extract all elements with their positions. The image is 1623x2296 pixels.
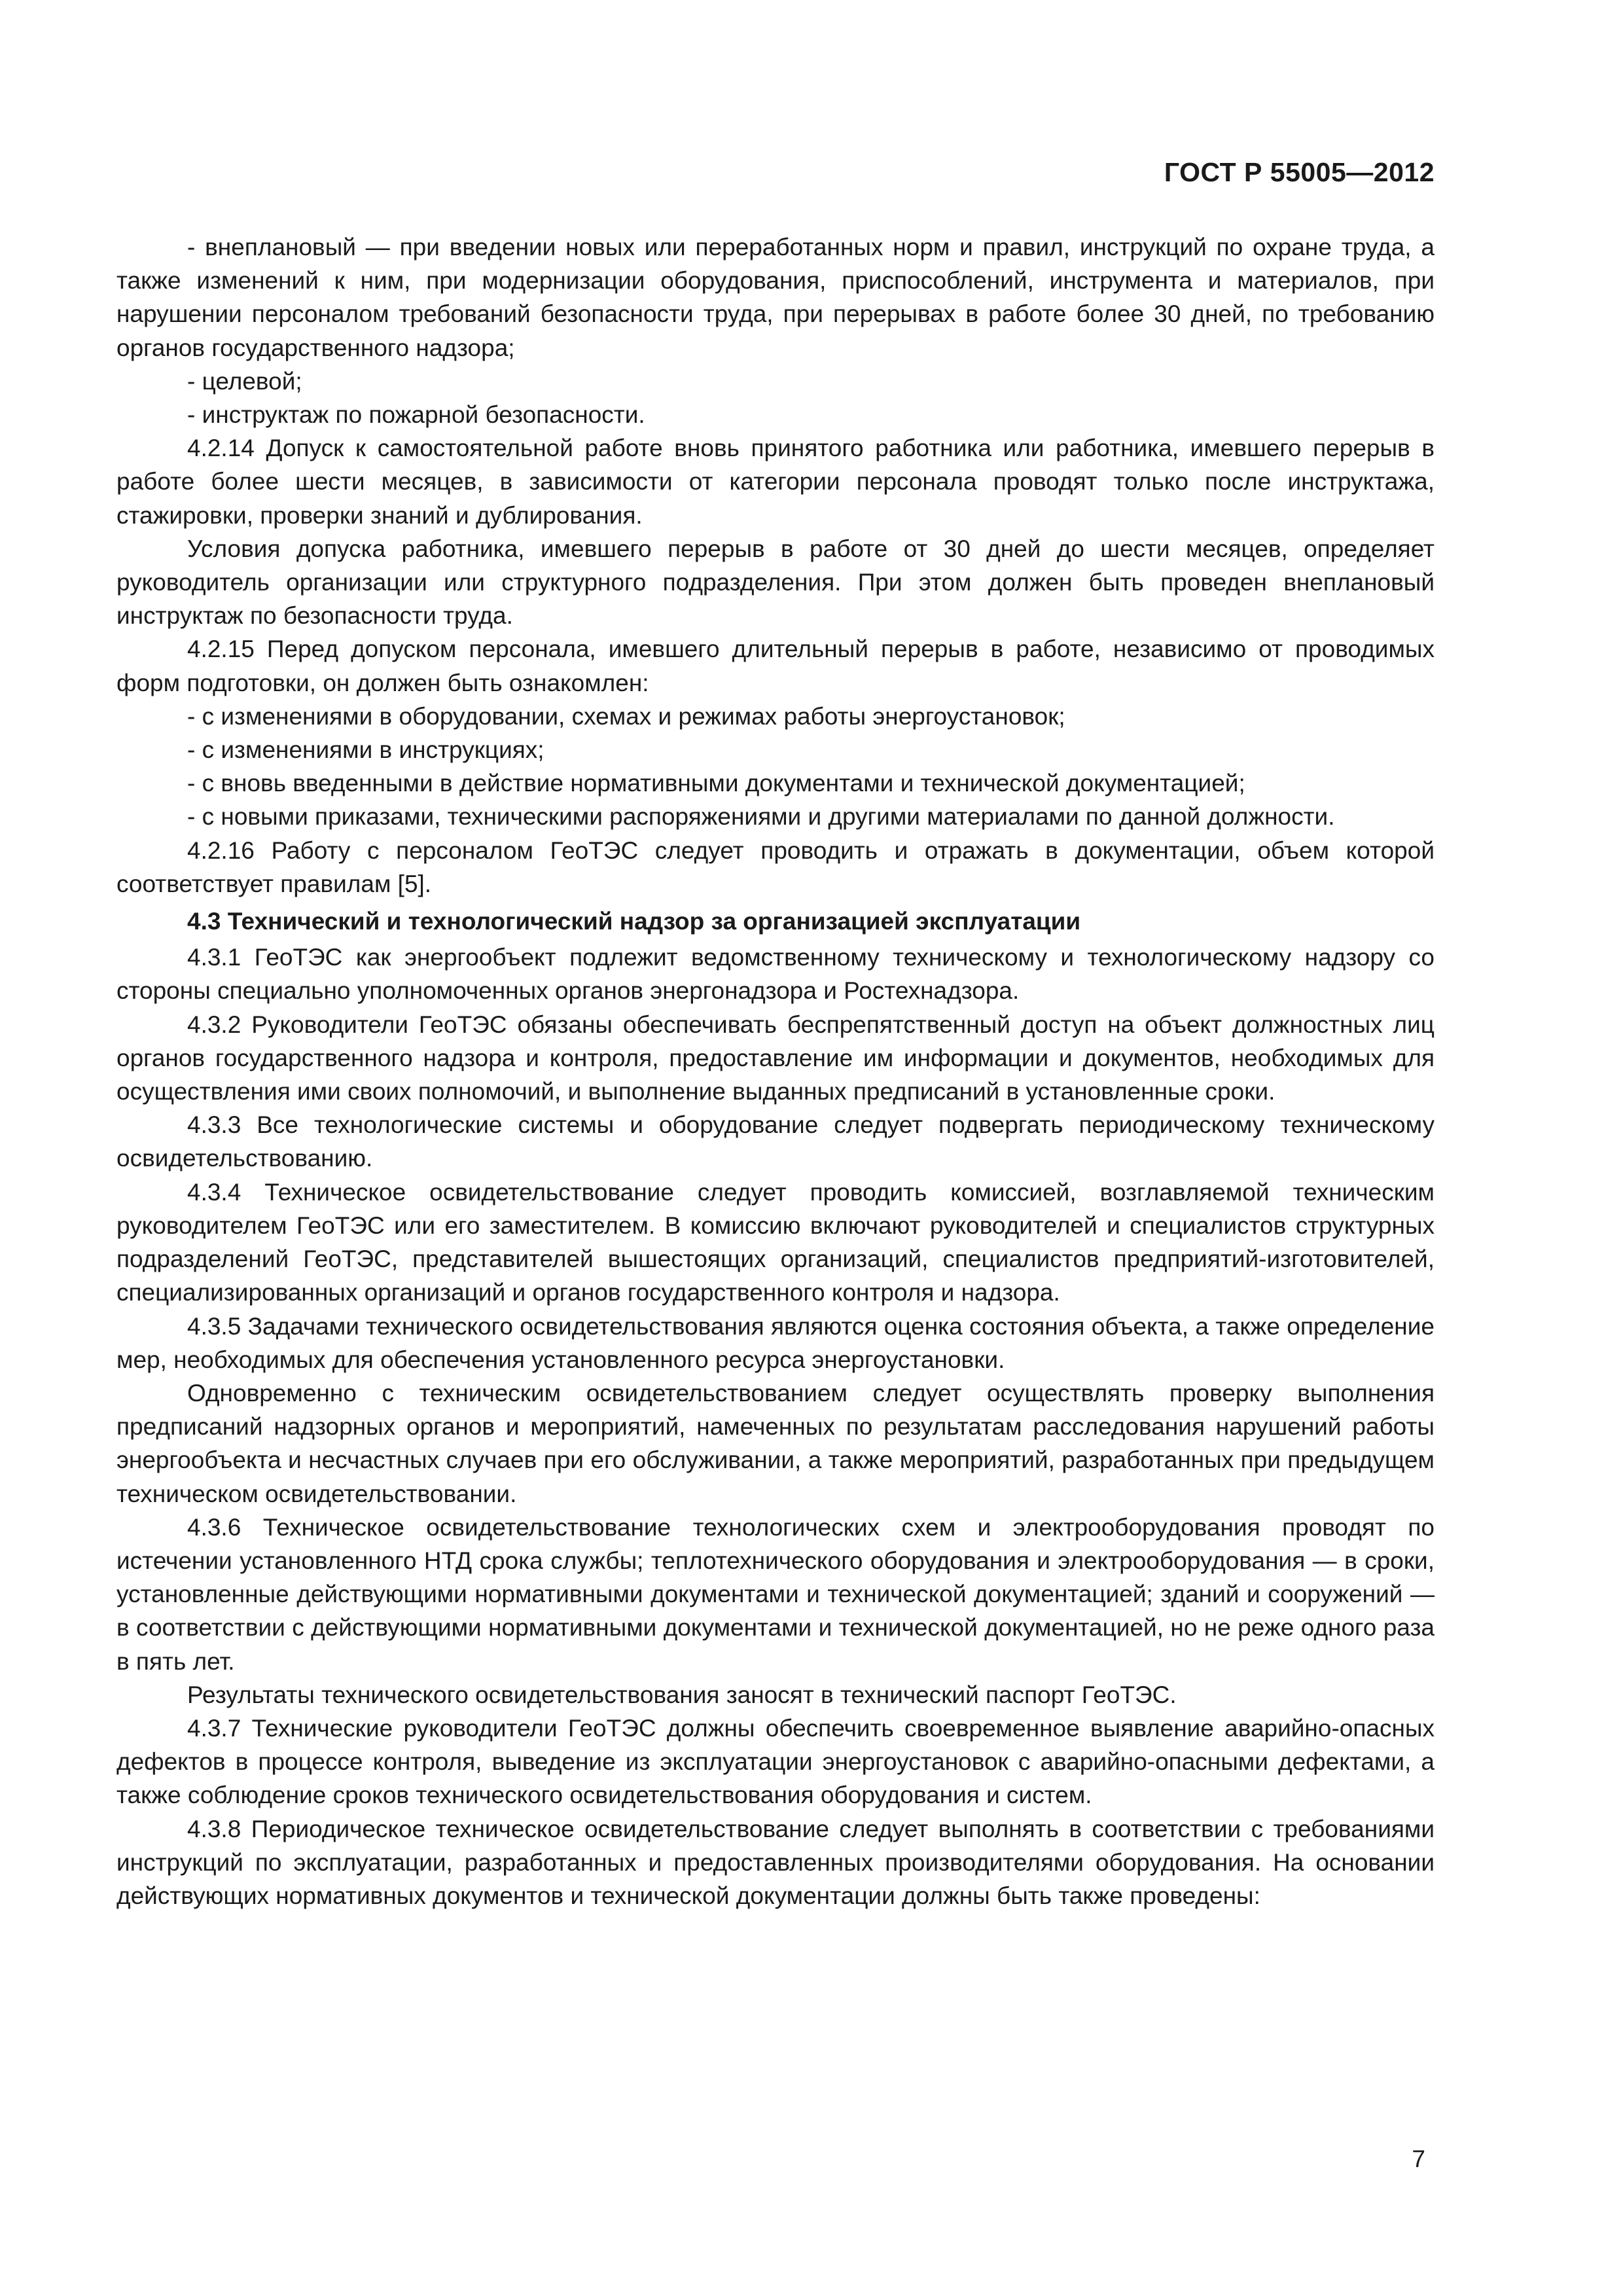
paragraph: 4.3.7 Технические руководители ГеоТЭС должны обеспечить своевременное выявление аварийно-опасных дефектов в процессе контроля, выведение из эксплуатации энергоустановок с аварийно-опасными дефектами, а также соблюдение сроков технического освидетельствования оборудования и систем.	[116, 1714, 1435, 1809]
list-item: - инструктаж по пожарной безопасности.	[187, 401, 645, 429]
list-item: - целевой;	[187, 367, 302, 395]
paragraph: - внеплановый — при введении новых или переработанных норм и правил, инструкций по охране труда, а также изменений к ним, при модернизации оборудования, приспособлений, инструмента и материалов, при нарушении персоналом требований безопасности труда, при перерывах в работе более 30 дней, по требованию органов государственного надзора;	[116, 234, 1435, 361]
document-body	[116, 230, 1435, 1912]
paragraph: Одновременно с техническим освидетельствованием следует осуществлять проверку выполнения предписаний надзорных органов и мероприятий, намеченных по результатам расследования нарушений работы энергообъекта и несчастных случаев при его обслуживании, а также мероприятий, разработанных при предыдущем техническом освидетельствовании.	[116, 1379, 1435, 1507]
paragraph: 4.2.14 Допуск к самостоятельной работе вновь принятого работника или работника, имевшего перерыв в работе более шести месяцев, в зависимости от категории персонала проводят только после инструктажа, стажировки, проверки знаний и дублирования.	[116, 435, 1435, 529]
paragraph: Условия допуска работника, имевшего перерыв в работе от 30 дней до шести месяцев, определяет руководитель организации или структурного подразделения. При этом должен быть проведен внеплановый инструктаж по безопасности труда.	[116, 535, 1435, 630]
paragraph: Результаты технического освидетельствования заносят в технический паспорт ГеоТЭС.	[187, 1681, 1177, 1708]
document-header: ГОСТ Р 55005—2012	[1164, 157, 1435, 187]
paragraph: 4.2.16 Работу с персоналом ГеоТЭС следует проводить и отражать в документации, объем которой соответствует правилам [5].	[116, 836, 1435, 897]
paragraph: 4.3.5 Задачами технического освидетельствования являются оценка состояния объекта, а также определение мер, необходимых для обеспечения установленного ресурса энергоустановки.	[116, 1312, 1435, 1373]
list-item: - с вновь введенными в действие нормативными документами и технической документацией;	[187, 770, 1245, 797]
page-number: 7	[1412, 2145, 1425, 2172]
paragraph: 4.3.4 Техническое освидетельствование следует проводить комиссией, возглавляемой техническим руководителем ГеоТЭС или его заместителем. В комиссию включают руководителей и специалистов структурных подразделений ГеоТЭС, представителей вышестоящих организаций, специалистов предприятий-изготовителей, специализированных организаций и органов государственного контроля и надзора.	[116, 1178, 1435, 1306]
paragraph: 4.3.8 Периодическое техническое освидетельствование следует выполнять в соответствии с требованиями инструкций по эксплуатации, разработанных и предоставленных производителями оборудования. На основании действующих нормативных документов и технической документации должны быть также проведены:	[116, 1815, 1435, 1909]
paragraph: 4.3.1 ГеоТЭС как энергообъект подлежит ведомственному техническому и технологическому надзору со стороны специально уполномоченных органов энергонадзора и Ростехнадзора.	[116, 944, 1435, 1005]
paragraph: 4.2.15 Перед допуском персонала, имевшего длительный перерыв в работе, независимо от проводимых форм подготовки, он должен быть ознакомлен:	[116, 636, 1435, 696]
paragraph: 4.3.6 Техническое освидетельствование технологических схем и электрооборудования проводят по истечении установленного НТД срока службы; теплотехнического оборудования и электрооборудования — в сроки, установленные действующими нормативными документами и технической документацией; зданий и сооружений — в соответствии с действующими нормативными документами и технической документацией, но не реже одного раза в пять лет.	[116, 1513, 1435, 1675]
section-heading: 4.3 Технический и технологический надзор за организацией эксплуатации	[187, 908, 1081, 935]
paragraph: 4.3.3 Все технологические системы и оборудование следует подвергать периодическому техническому освидетельствованию.	[116, 1111, 1435, 1172]
list-item: - с новыми приказами, техническими распоряжениями и другими материалами по данной должности.	[187, 803, 1335, 831]
paragraph: 4.3.2 Руководители ГеоТЭС обязаны обеспечивать беспрепятственный доступ на объект должностных лиц органов государственного надзора и контроля, предоставление им информации и документов, необходимых для осуществления ими своих полномочий, и выполнение выданных предписаний в установленные сроки.	[116, 1011, 1435, 1105]
list-item: - с изменениями в оборудовании, схемах и режимах работы энергоустановок;	[187, 702, 1065, 730]
list-item: - с изменениями в инструкциях;	[187, 736, 544, 764]
